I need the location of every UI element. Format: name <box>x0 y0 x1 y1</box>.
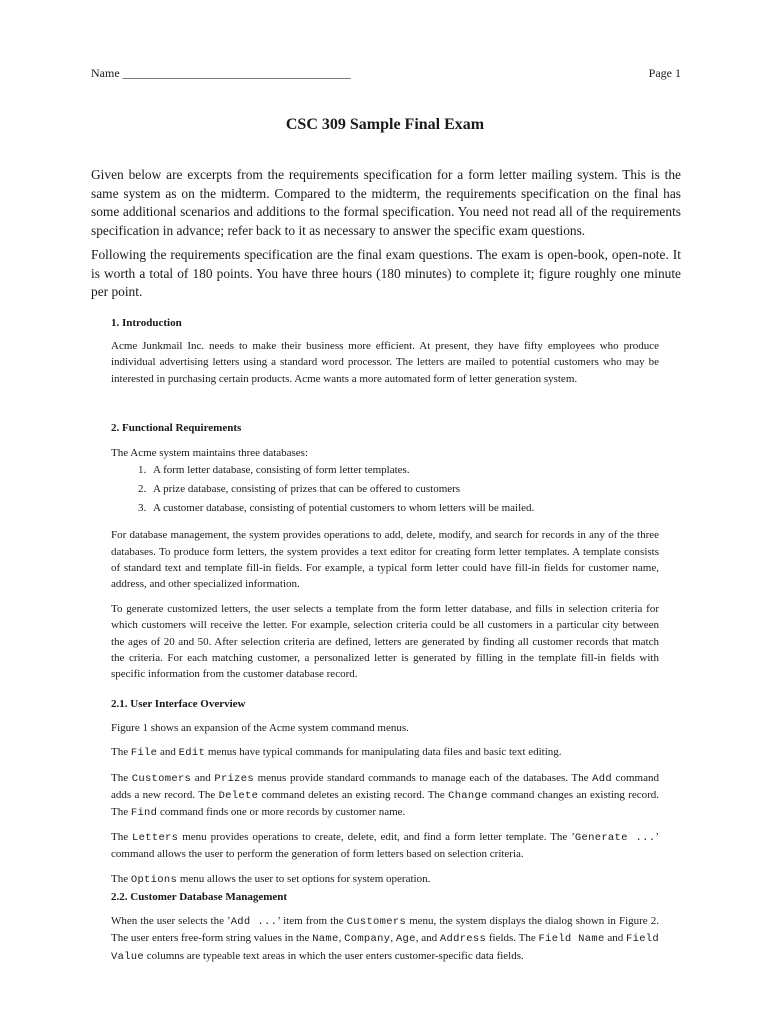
menu-name: Customers <box>346 916 407 929</box>
command-name: Add <box>592 772 612 785</box>
list-item: 1. A form letter database, consisting of form letter templates. <box>149 461 659 480</box>
intro-paragraph-2: Following the requirements specification are the final exam questions. The exam is open-book, open-note. It is worth a total of 180 points. You have three hours (180 minutes) to complete it; figure roughly one minute per point. <box>91 247 681 299</box>
paragraph: For database management, the system provides operations to add, delete, modify, and search for records in any of the three databases. To produce form letters, the system provides a text editor for creating form letter templates. A template consists of standard text and template fill-in fields. For example, a typical form letter could have fill-in fields for customer name, address, and other specialized information. <box>111 529 659 591</box>
section-heading: 2.1. User Interface Overview <box>111 698 246 710</box>
section-customer-database-management <box>111 889 659 965</box>
paragraph: The Customers and Prizes menus provide standard commands to manage each of the databases. The Add command adds a new record. The Delete command deletes an existing record. The Change command changes an existing record. The Find command finds one or more records by customer name. <box>111 771 660 820</box>
command-name: Generate ... <box>574 832 656 845</box>
field-name: Company <box>344 933 391 946</box>
menu-name: Prizes <box>214 772 254 785</box>
menu-name: File <box>130 747 158 760</box>
paragraph: The File and Edit menus have typical commands for manipulating data files and basic text editing. <box>111 746 562 760</box>
list-item: 2. A prize database, consisting of prizes that can be offered to customers <box>149 480 659 499</box>
exam-title: CSC 309 Sample Final Exam <box>285 116 485 133</box>
command-name: Delete <box>218 789 259 802</box>
intro-paragraph-1: Given below are excerpts from the requirements specification for a form letter mailing system. This is the same system as on the midterm. Compared to the midterm, the requirements specification on the final has some additional scenarios and additions to the formal specification. You need not read all of the requirements specification in advance; refer back to it as necessary to answer the specific exam questions. <box>91 167 681 238</box>
paragraph: The Letters menu provides operations to create, delete, edit, and find a form letter template. The ’Generate ...’ command allows the user to perform the generation of form letters based on selection criteria. <box>111 831 659 861</box>
menu-name: Customers <box>131 772 192 785</box>
menu-name: Letters <box>132 832 179 845</box>
menu-name: Options <box>130 873 178 886</box>
command-name: Find <box>130 807 158 820</box>
name-line: Name ______________________________________ <box>91 66 351 80</box>
section-heading: 1. Introduction <box>111 317 182 329</box>
column-name: Field Value <box>111 933 660 963</box>
field-name: Address <box>439 933 487 946</box>
field-name: Age <box>395 933 416 946</box>
section-user-interface-overview <box>111 696 659 888</box>
field-name: Name <box>312 933 339 946</box>
menu-item-name: Add ... <box>230 916 278 929</box>
paragraph: Acme Junkmail Inc. needs to make their business more efficient. At present, they have fifty employees who produce individual advertising letters using a standard word processor. The letters are mailed to potential customers who may be interested in purchasing certain products. Acme wants a more automated form of letter generation system. <box>111 340 659 385</box>
section-heading: 2.2. Customer Database Management <box>111 891 288 903</box>
page-number: Page 1 <box>648 66 681 80</box>
section-introduction <box>111 315 659 387</box>
paragraph: Figure 1 shows an expansion of the Acme system command menus. <box>111 722 409 735</box>
list-item: 3. A customer database, consisting of potential customers to whom letters will be mailed. <box>149 499 659 518</box>
list-lead: The Acme system maintains three databases: <box>111 447 309 460</box>
paragraph: When the user selects the ’Add ...’ item from the Customers menu, the system displays the dialog shown in Figure 2. The user enters free-form string values in the Name, Company, Age, and Address fields. The Field Name and Field Value columns are typeable text areas in which the user enters customer-specific data fields. <box>111 915 660 963</box>
section-heading: 2. Functional Requirements <box>111 422 242 434</box>
column-name: Field Name <box>538 933 605 946</box>
paragraph: The Options menu allows the user to set options for system operation. <box>111 872 431 886</box>
command-name: Change <box>448 789 488 802</box>
menu-name: Edit <box>178 747 206 760</box>
paragraph: To generate customized letters, the user selects a template from the form letter database, and fills in selection criteria for which customers will receive the letter. For example, selection criteria could be all customers in a particular city between the ages of 20 and 50. After selection criteria are defined, letters are generated by finding all customer records that match the criteria. For each matching customer, a personalized letter is generated by filling in the template fill-in fields with specific information from the customer database record. <box>111 603 659 681</box>
database-list <box>111 461 659 518</box>
section-functional-requirements <box>111 420 659 682</box>
